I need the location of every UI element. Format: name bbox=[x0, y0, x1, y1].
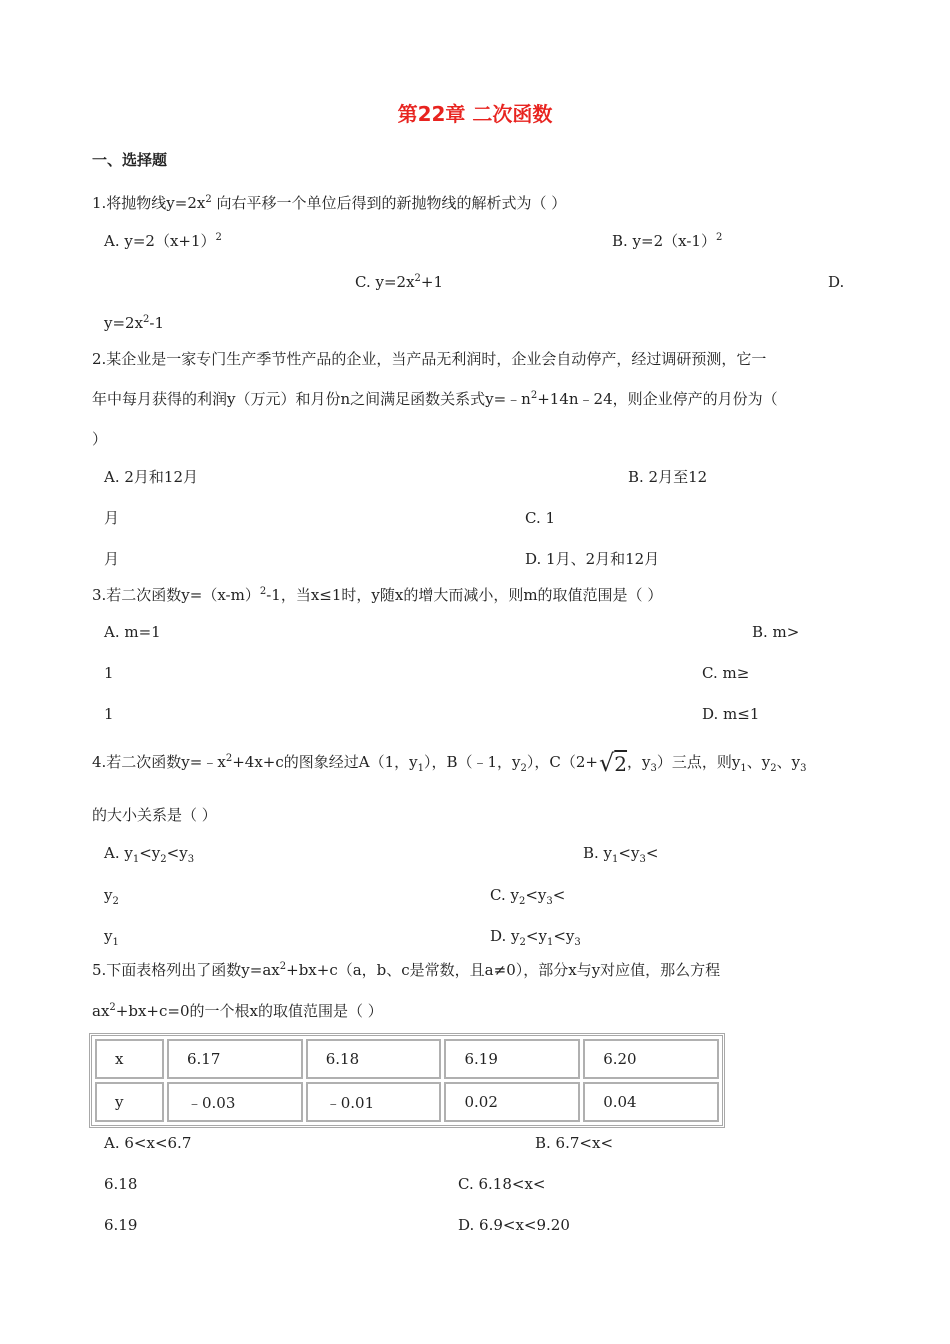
q1-option-d-label[interactable]: D. bbox=[828, 273, 845, 291]
q1-option-a[interactable]: A. $y=2(x+1)^2$ bbox=[104, 232, 222, 250]
table-cell: 6.18 bbox=[306, 1039, 442, 1079]
q4-stem-line1: 4.若二次函数$y=﹣x^2+4x+c$的图象经过A（1，$y_1$），B（﹣1，$y_2$），C（2+√2，$y_3$）三点，则$y_1$、$y_2$、$y_3$ bbox=[92, 749, 807, 777]
table-row-y bbox=[95, 1082, 719, 1122]
sqrt-symbol: √2 bbox=[599, 749, 628, 777]
q3-option-d[interactable]: D. m≤1 bbox=[702, 705, 760, 723]
q4-option-c[interactable]: C. $y_2<y_3<$ bbox=[490, 886, 566, 907]
table-cell: x bbox=[95, 1039, 164, 1079]
table-cell: ﹣0.01 bbox=[306, 1082, 442, 1122]
q3-option-c[interactable]: C. m≥ bbox=[702, 664, 750, 682]
q5-option-b-cont: 6.18 bbox=[104, 1175, 138, 1193]
q3-stem: 3.若二次函数$y=(x-m)^2-1$，当x≤1时，y随x的增大而减小，则m的取值范围是（ ） bbox=[92, 586, 663, 604]
q4-option-b-cont: $y_2$ bbox=[104, 886, 119, 907]
q5-option-c-cont: 6.19 bbox=[104, 1216, 138, 1234]
q5-option-c[interactable]: C. 6.18<x< bbox=[458, 1175, 546, 1193]
q3-option-c-cont: 1 bbox=[104, 705, 114, 723]
q1-option-b[interactable]: B. $y=2(x-1)^2$ bbox=[612, 232, 723, 250]
q1-option-c[interactable]: C. $y=2x^2+1$ bbox=[355, 273, 444, 291]
q3-option-a[interactable]: A. m=1 bbox=[104, 623, 161, 641]
q5-option-a[interactable]: A. 6<x<6.7 bbox=[104, 1134, 192, 1152]
q2-stem-line2: 年中每月获得的利润y（万元）和月份n之间满足函数关系式$y=﹣n^2+14n﹣24$，则企业停产的月份为（ bbox=[92, 390, 778, 408]
q3-option-b-cont: 1 bbox=[104, 664, 114, 682]
q3-option-b[interactable]: B. m> bbox=[752, 623, 800, 641]
q4-option-a[interactable]: A. $y_1<y_2<y_3$ bbox=[104, 844, 195, 865]
q2-option-d[interactable]: D. 1月、2月和12月 bbox=[525, 550, 660, 568]
table-cell: 0.02 bbox=[444, 1082, 580, 1122]
q5-stem-line2: $ax^2+bx+c=0$的一个根x的取值范围是（ ） bbox=[92, 1002, 383, 1020]
q5-option-d[interactable]: D. 6.9<x<9.20 bbox=[458, 1216, 570, 1234]
section-heading: 一、选择题 bbox=[92, 151, 168, 169]
q2-option-b[interactable]: B. 2月至12 bbox=[628, 468, 708, 486]
table-cell: 0.04 bbox=[583, 1082, 719, 1122]
table-cell: 6.19 bbox=[444, 1039, 580, 1079]
q1-stem: 1.将抛物线$y=2x^2$ 向右平移一个单位后得到的新抛物线的解析式为（ ） bbox=[92, 194, 567, 212]
q4-stem-line2: 的大小关系是（ ） bbox=[92, 806, 217, 824]
q1-option-d-text[interactable]: $y=2x^2-1$ bbox=[104, 314, 165, 332]
q5-option-b[interactable]: B. 6.7<x< bbox=[535, 1134, 614, 1152]
q5-stem-line1: 5.下面表格列出了函数$y=ax^2+bx+c(a$，b、c是常数，且a≠0），部分x与y对应值，那么方程 bbox=[92, 961, 721, 979]
q2-option-c[interactable]: C. 1 bbox=[525, 509, 556, 527]
table-cell: ﹣0.03 bbox=[167, 1082, 303, 1122]
q4-option-c-cont: $y_1$ bbox=[104, 927, 119, 948]
q2-stem-line1: 2.某企业是一家专门生产季节性产品的企业，当产品无利润时，企业会自动停产，经过调研预测，它一 bbox=[92, 350, 767, 368]
q2-option-b-cont: 月 bbox=[104, 509, 120, 527]
q2-option-c-cont: 月 bbox=[104, 550, 120, 568]
table-cell: 6.20 bbox=[583, 1039, 719, 1079]
q4-option-d[interactable]: D. $y_2<y_1<y_3$ bbox=[490, 927, 581, 948]
value-table bbox=[89, 1033, 725, 1128]
q2-stem-line3: ） bbox=[92, 430, 108, 448]
page-title: 第22章 二次函数 bbox=[397, 102, 553, 126]
q2-option-a[interactable]: A. 2月和12月 bbox=[104, 468, 198, 486]
q4-option-b[interactable]: B. $y_1<y_3<$ bbox=[583, 844, 659, 865]
table-row-x bbox=[95, 1039, 719, 1079]
table-cell: y bbox=[95, 1082, 164, 1122]
table-cell: 6.17 bbox=[167, 1039, 303, 1079]
